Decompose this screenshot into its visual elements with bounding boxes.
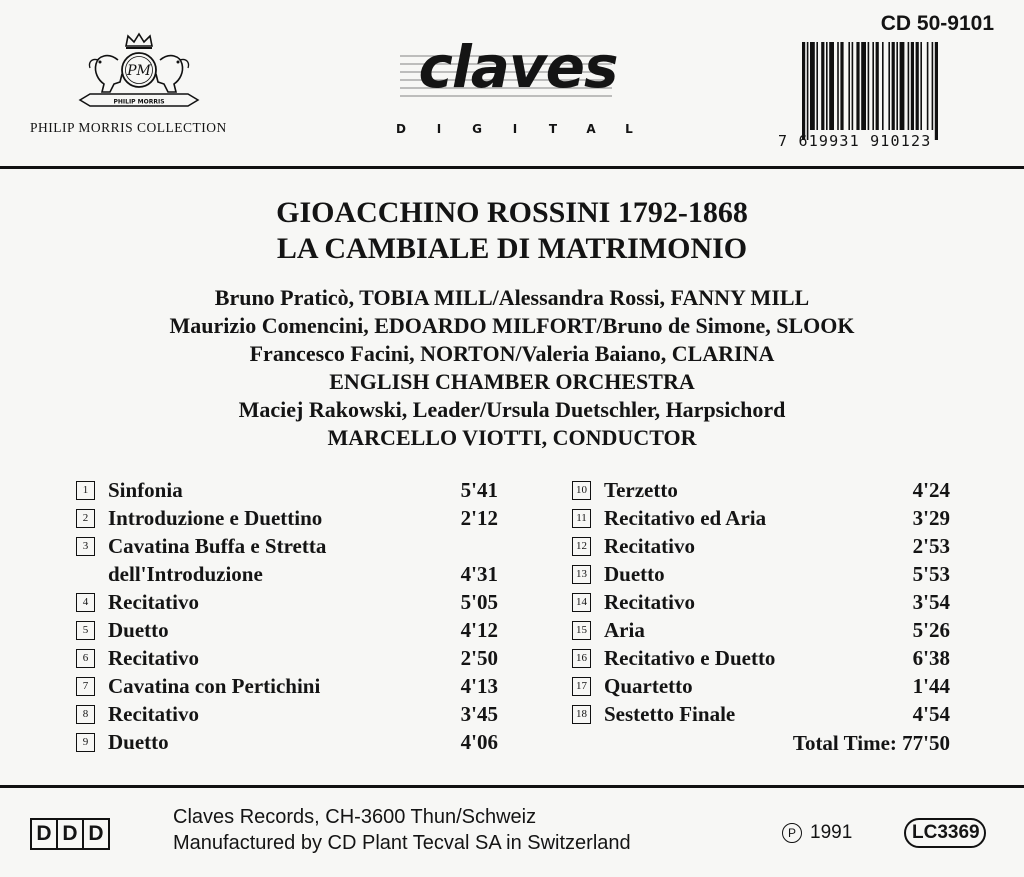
track-title: Aria xyxy=(604,618,645,642)
track-title: Recitativo xyxy=(108,646,199,670)
track-row xyxy=(572,504,950,532)
ddd-letter: D xyxy=(56,818,84,850)
track-row xyxy=(76,588,498,616)
track-title: Recitativo xyxy=(108,702,199,726)
track-title: Quartetto xyxy=(604,674,693,698)
track-time: 4'31 xyxy=(460,562,498,586)
credit-line: Bruno Praticò, TOBIA MILL/Alessandra Rossi, FANNY MILL xyxy=(214,285,810,310)
barcode-bar xyxy=(932,42,934,130)
track-number-box: 15 xyxy=(572,621,591,640)
track-title: Duetto xyxy=(604,562,665,586)
barcode-bar xyxy=(868,42,870,130)
track-row-continuation xyxy=(76,560,498,588)
philip-morris-collection-text: PHILIP MORRIS COLLECTION xyxy=(30,120,227,135)
track-row xyxy=(572,532,950,560)
track-row xyxy=(572,700,950,728)
track-time: 4'06 xyxy=(460,730,498,754)
track-time: 2'12 xyxy=(460,506,498,530)
track-row xyxy=(572,672,950,700)
track-number-box: 4 xyxy=(76,593,95,612)
track-title: Duetto xyxy=(108,730,169,754)
barcode-bar xyxy=(882,42,884,130)
track-title: Duetto xyxy=(108,618,169,642)
manufacturer-line: Manufactured by CD Plant Tecval SA in Switzerland xyxy=(173,832,631,854)
barcode-bar xyxy=(802,42,805,140)
track-time: 5'41 xyxy=(460,478,498,502)
track-time: 4'13 xyxy=(460,674,498,698)
track-time: 3'29 xyxy=(912,506,950,530)
lc-badge xyxy=(904,818,986,848)
barcode-bar xyxy=(888,42,890,130)
barcode-bar xyxy=(892,42,895,130)
track-number-box: 3 xyxy=(76,537,95,556)
track-row xyxy=(572,616,950,644)
digital-letter: T xyxy=(548,122,558,136)
track-row xyxy=(572,588,950,616)
track-row xyxy=(76,476,498,504)
digital-letter: L xyxy=(625,122,633,136)
barcode-bar xyxy=(872,42,874,130)
credit-line: Maurizio Comencini, EDOARDO MILFORT/Bruno de Simone, SLOOK xyxy=(169,313,855,338)
track-number-box: 9 xyxy=(76,733,95,752)
digital-letter: A xyxy=(586,122,596,136)
track-row xyxy=(572,476,950,504)
track-row xyxy=(76,644,498,672)
svg-text:PM: PM xyxy=(127,63,151,79)
barcode-bar xyxy=(826,42,828,130)
phonogram-copyright xyxy=(782,822,852,844)
barcode-bar xyxy=(821,42,824,130)
track-title: Recitativo xyxy=(604,590,695,614)
track-time: 4'54 xyxy=(912,702,950,726)
label-address: Claves Records, CH-3600 Thun/Schweiz xyxy=(173,806,537,828)
track-title: Sestetto Finale xyxy=(604,702,736,726)
top-divider xyxy=(0,166,1024,169)
credit-line: MARCELLO VIOTTI, CONDUCTOR xyxy=(327,425,697,450)
track-number-box: 10 xyxy=(572,481,591,500)
track-number-box: 11 xyxy=(572,509,591,528)
barcode-bar xyxy=(876,42,879,130)
track-number-box: 1 xyxy=(76,481,95,500)
barcode-bar xyxy=(852,42,854,130)
digital-letter: G xyxy=(472,122,482,136)
barcode-bar xyxy=(856,42,859,130)
track-time: 3'54 xyxy=(912,590,950,614)
track-number-box: 14 xyxy=(572,593,591,612)
bottom-divider xyxy=(0,785,1024,788)
track-time: 6'38 xyxy=(912,646,950,670)
track-row xyxy=(76,532,498,560)
track-title: Recitativo xyxy=(604,534,695,558)
track-number-box: 8 xyxy=(76,705,95,724)
track-time: 4'24 xyxy=(912,478,950,502)
track-number-box: 13 xyxy=(572,565,591,584)
track-title: Recitativo e Duetto xyxy=(604,646,776,670)
barcode-bar xyxy=(911,42,914,130)
total-time: Total Time: 77'50 xyxy=(792,731,950,755)
track-row xyxy=(76,728,498,756)
track-row xyxy=(572,560,950,588)
track-number-box: 2 xyxy=(76,509,95,528)
track-number-box: 17 xyxy=(572,677,591,696)
track-time: 2'50 xyxy=(460,646,498,670)
barcode-bar xyxy=(837,42,839,130)
track-title: Recitativo ed Aria xyxy=(604,506,767,530)
track-number-box: 5 xyxy=(76,621,95,640)
track-time: 5'05 xyxy=(460,590,498,614)
credit-line: Maciej Rakowski, Leader/Ursula Duetschler, Harpsichord xyxy=(238,397,786,422)
track-row xyxy=(572,644,950,672)
track-title: Introduzione e Duettino xyxy=(108,506,323,530)
barcode-bar xyxy=(861,42,866,130)
track-title: Sinfonia xyxy=(108,478,183,502)
catalog-number: CD 50-9101 xyxy=(880,12,994,35)
track-time: 1'44 xyxy=(912,674,950,698)
track-time: 5'53 xyxy=(912,562,950,586)
track-number-box: 12 xyxy=(572,537,591,556)
ddd-code-badge xyxy=(30,818,110,850)
claves-logo-wordmark: claves xyxy=(418,33,618,101)
barcode-bar xyxy=(900,42,905,130)
barcode-graphic xyxy=(800,42,994,140)
barcode-bar xyxy=(935,42,938,140)
digital-letter: I xyxy=(512,122,518,136)
track-time: 2'53 xyxy=(912,534,950,558)
digital-letter: D xyxy=(396,122,406,136)
philip-morris-crest-logo xyxy=(74,30,204,112)
track-row xyxy=(76,504,498,532)
track-number-box: 7 xyxy=(76,677,95,696)
barcode-bar xyxy=(807,42,809,140)
barcode-bar xyxy=(927,42,929,130)
track-title: Recitativo xyxy=(108,590,199,614)
track-number-box: 6 xyxy=(76,649,95,668)
copyright-year: 1991 xyxy=(810,822,853,843)
ddd-letter: D xyxy=(82,818,110,850)
lc-code: 3369 xyxy=(937,822,980,843)
digital-letter: I xyxy=(436,122,442,136)
track-time: 3'45 xyxy=(460,702,498,726)
barcode-bar xyxy=(810,42,815,130)
ddd-letter: D xyxy=(30,818,58,850)
composer-title: GIOACCHINO ROSSINI 1792-1868 xyxy=(276,196,748,229)
credit-line: Francesco Facini, NORTON/Valeria Baiano, CLARINA xyxy=(249,341,775,366)
barcode-bar xyxy=(816,42,818,130)
lc-prefix: LC xyxy=(912,822,938,843)
opera-title: LA CAMBIALE DI MATRIMONIO xyxy=(276,232,748,265)
barcode-bar xyxy=(896,42,898,130)
track-number-box: 16 xyxy=(572,649,591,668)
track-row xyxy=(76,616,498,644)
digital-subtitle xyxy=(395,122,635,136)
credit-line: ENGLISH CHAMBER ORCHESTRA xyxy=(329,369,695,394)
barcode-bar xyxy=(916,42,919,130)
barcode-bar xyxy=(848,42,850,130)
track-title: dell'Introduzione xyxy=(108,562,263,586)
track-title: Cavatina con Pertichini xyxy=(108,674,321,698)
barcode-bar xyxy=(908,42,910,130)
barcode-bar xyxy=(920,42,922,130)
track-row xyxy=(76,700,498,728)
barcode-bar xyxy=(840,42,843,130)
track-title: Terzetto xyxy=(604,478,678,502)
track-row xyxy=(76,672,498,700)
track-number-box: 18 xyxy=(572,705,591,724)
label-code xyxy=(904,818,986,848)
barcode-number: 7 619931 910123 xyxy=(778,132,932,150)
track-time: 5'26 xyxy=(912,618,950,642)
phonogram-icon: P xyxy=(782,823,802,843)
track-time: 4'12 xyxy=(460,618,498,642)
barcode-bar xyxy=(829,42,834,130)
track-title: Cavatina Buffa e Stretta xyxy=(108,534,327,558)
svg-text:PHILIP MORRIS: PHILIP MORRIS xyxy=(113,98,165,106)
